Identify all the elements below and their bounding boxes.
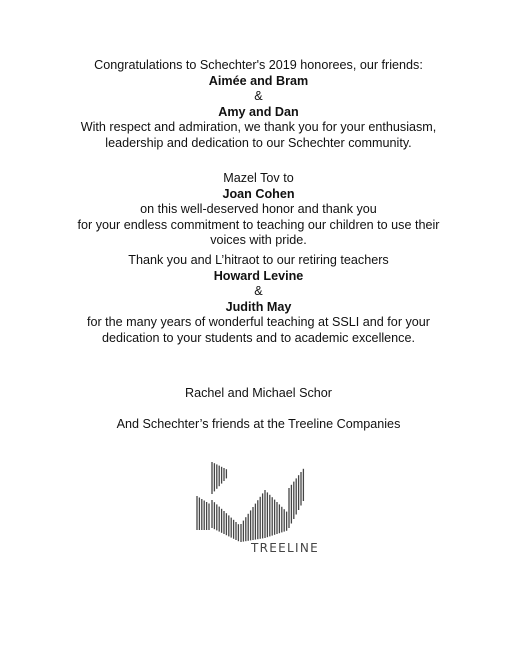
mazel-tov-intro: Mazel Tov to: [223, 171, 294, 185]
signature-names: [0, 386, 517, 402]
ampersand-1: &: [254, 89, 263, 104]
honorees-thanks-line-2: leadership and dedication to our Schechter community.: [105, 135, 412, 150]
honoree-pair-2: Amy and Dan: [218, 104, 299, 119]
retiring-line-1: for the many years of wonderful teaching at SSLI and for your: [86, 315, 431, 330]
honorees-thanks-line-1: With respect and admiration, we thank you for your enthusiasm,: [80, 120, 437, 135]
signature-company-text: And Schechter’s friends at the Treeline Companies: [116, 417, 401, 431]
mazel-tov-line-2: for your endless commitment to teaching our children to use their: [77, 217, 440, 232]
mazel-tov-section: [0, 171, 517, 249]
honorees-intro: Congratulations to Schechter's 2019 honorees, our friends:: [94, 58, 423, 72]
retiring-teachers-section: [0, 253, 517, 347]
treeline-wordmark: TREELINE: [251, 541, 320, 555]
retiring-line-2: dedication to your students and to academic excellence.: [102, 330, 415, 345]
mazel-tov-name: Joan Cohen: [222, 186, 295, 201]
honorees-section: [0, 58, 517, 152]
retiring-intro: Thank you and L’hitraot to our retiring teachers: [128, 253, 389, 267]
retiring-teacher-2: Judith May: [225, 299, 292, 314]
honoree-pair-1: Aimée and Bram: [208, 73, 309, 88]
retiring-teacher-1: Howard Levine: [213, 268, 304, 283]
mazel-tov-line-1: on this well-deserved honor and thank you: [140, 202, 377, 217]
ampersand-2: &: [254, 284, 263, 299]
signature-company: [0, 417, 517, 433]
signature-names-text: Rachel and Michael Schor: [184, 386, 332, 400]
mazel-tov-line-3: voices with pride.: [210, 233, 307, 248]
